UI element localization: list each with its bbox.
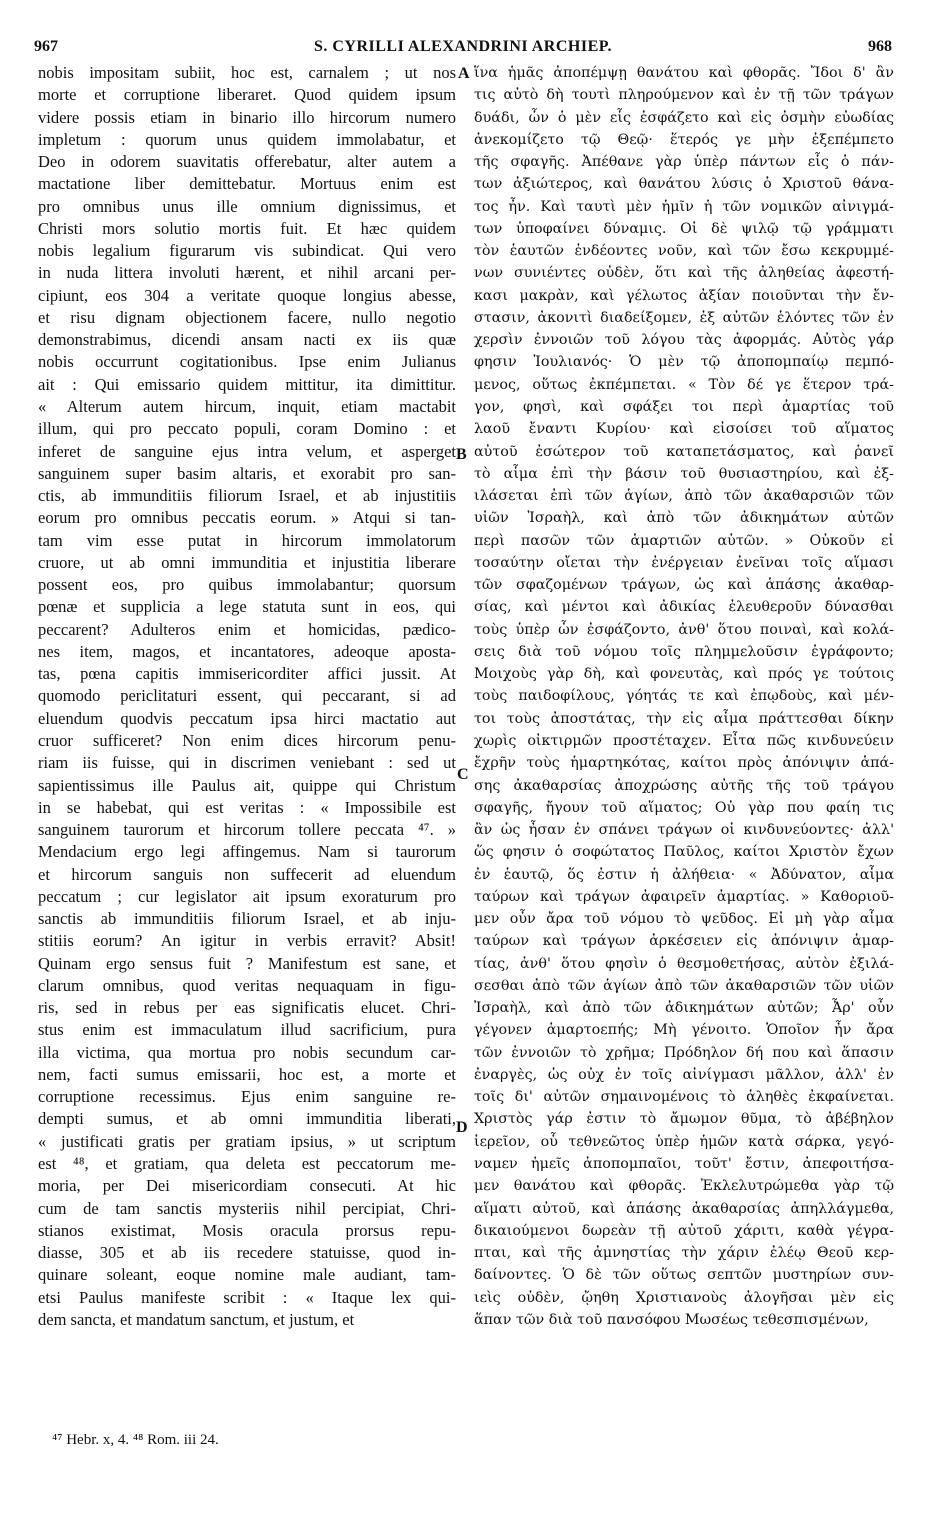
greek-text-line: τις αὐτὸ δὴ τουτὶ πληρούμενον καὶ ἐν τῇ τῶν τράγων (474, 87, 894, 104)
latin-text-line: videre possis etiam in binario illo hircorum numero (38, 107, 456, 127)
latin-text-line: sanctis ab immunditiis filiorum Israel, et ab inju- (38, 909, 456, 929)
greek-text-line: γον, φησὶ, καὶ σφάξει τοι περὶ ἁμαρτίας τοῦ (474, 398, 894, 415)
greek-text-line: πται, καὶ τῆς ἀμνηστίας τὴν χάριν ἐλέῳ Θεοῦ κερ- (474, 1245, 894, 1262)
latin-text-line: cruore, ut ab omni immunditia et injustitia liberare (38, 552, 456, 572)
greek-text-line: ἅπαν τῶν διὰ τοῦ πανσόφου Μωσέως τεθεσπισμένων, (474, 1311, 869, 1328)
greek-text-line: περὶ πασῶν τῶν ἁμαρτιῶν αὐτῶν. » Οὐκοῦν εἰ (474, 532, 894, 549)
latin-text-line: corruptione recessimus. Ejus enim sanguine re- (38, 1087, 456, 1107)
latin-text-line: Christi mors solutio mortis fuit. Et hæc quidem (38, 218, 456, 238)
greek-text-line: τοὺς ὑπὲρ ὧν ἐσφάζοντο, ἀνθ' ὅτου ποιναὶ, καὶ κολά- (474, 621, 894, 638)
greek-text-line: ἂν ὡς ἦσαν ἐν σπάνει τράγων οἱ κινδυνεύοντες· ἀλλ' (474, 822, 894, 839)
greek-text-line: τοῖς δι' αὐτῶν σημαινομένοις τὸ ἀληθὲς ἐκφαίνεται. (474, 1089, 894, 1106)
latin-text-line: dem sancta, et mandatum sanctum, et justum, et (38, 1309, 355, 1329)
greek-text-line: τὸ αἷμα ἐπὶ τὴν βάσιν τοῦ θυσιαστηρίου, καὶ ἐξ- (474, 465, 894, 482)
latin-text-line: in nuda littera involuti hærent, et nihil arcani per- (38, 263, 456, 283)
greek-text-line: γέγονεν ἁμαρτοεπής; Μὴ γένοιτο. Ὁποῖον ἦν ἄρα (474, 1022, 894, 1039)
greek-text-line: ναμεν ἡμεῖς ἀποπομπαῖοι, τοῦτ' ἔστιν, ἀπεφοιτήσα- (474, 1156, 894, 1173)
greek-text-line: τίας, ἀνθ' ὅτου φησὶν ὁ θεσμοθετήσας, αὐτὸν ἐξιλά- (474, 955, 894, 972)
latin-text-line: impletum : quorum unus quidem immolabatur, et (38, 129, 456, 149)
greek-text-line: χωρὶς οἰκτιρμῶν προστέταχεν. Εἶτα πῶς κινδυνεύειν (474, 732, 894, 749)
latin-text-line: ris, sed in rebus per eas significatis elucet. Chri- (38, 998, 456, 1018)
greek-text-line: τῶν ἐννοιῶν τὸ χρῆμα; Πρόδηλον δή που καὶ ἅπασιν (474, 1044, 894, 1061)
margin-marker-b: B (456, 446, 467, 463)
latin-text-line: ait : Qui emissario quidem mittitur, ita dimittitur. (38, 374, 456, 394)
latin-text-line: illum, qui pro peccato populi, coram Domino : et (38, 419, 456, 439)
greek-text-line: Ἰσραὴλ, καὶ ἀπὸ τῶν ἀδικημάτων αὐτῶν; Ἆρ' οὖν (474, 1000, 894, 1017)
latin-text-line: cum de tam sanctis mysteriis nihil percipiat, Chri- (38, 1198, 456, 1218)
greek-text-line: ἱερεῖον, οὗ τεθνεῶτος ὑπὲρ ἡμῶν κατὰ σάρκα, γεγό- (474, 1133, 894, 1150)
latin-text-line: clarum omnibus, quod veritas nequaquam in figu- (38, 975, 456, 995)
latin-text-line: pœnæ et supplicia a lege statuta sunt in eos, qui (38, 597, 456, 617)
latin-text-line: eluendum quodvis peccatum ipsa hirci mactatio aut (38, 708, 456, 728)
latin-text-line: est ⁴⁸, et gratiam, qua deleta est peccatorum me- (38, 1154, 456, 1174)
greek-text-line: δαίνοντες. Ὁ δὲ τῶν οὕτως σεπτῶν μυστηρίων συν- (474, 1267, 894, 1284)
greek-text-line: χερσὶν ἐννοιῶν τοῦ λόγου τὰς ἀφορμάς. Αὐτὸς γάρ (474, 332, 894, 349)
latin-text-line: nes item, magos, et incantatores, adeoque aposta- (38, 641, 456, 661)
greek-text-line: φησιν Ἰουλιανός· Ὁ μὲν τῷ ἀποπομπαίῳ πεμπό- (474, 354, 894, 371)
latin-text-line: quinare soleant, eoque nomine male audiant, tam- (38, 1265, 456, 1285)
margin-marker-a: A (458, 65, 470, 82)
greek-text-line: σίας, καὶ μέντοι καὶ ἀδικίας ἐλευθεροῦν δύνασθαι (474, 599, 894, 616)
latin-text-line: nobis impositam subiit, hoc est, carnalem ; ut nos (38, 63, 456, 82)
greek-text-line: λαοῦ ἔναντι Κυρίου· καὶ εἰσοίσει τοῦ αἵματος (474, 421, 894, 438)
greek-text-line: ιλάσεται ἐπὶ τῶν ἁγίων, ἀπὸ τῶν ἀκαθαρσιῶν τῶν (474, 488, 894, 505)
latin-text-line: stus enim est immaculatum illud sacrificium, pura (38, 1020, 456, 1040)
latin-text-line: illa victima, qua mortua pro nobis secundum car- (38, 1042, 456, 1062)
latin-text-line: peccatum ; cur legislator ait ipsum exoraturum pro (38, 886, 456, 906)
latin-text-line: et hircorum sanguis non suffecerit ad eluendum (38, 864, 456, 884)
greek-text-line: μεν οὖν ἄρα τοῦ νόμου τὸ ψεῦδος. Εἰ μὴ γὰρ αἷμα (474, 911, 894, 928)
greek-text-line: τὸν ἑαυτῶν ἐνδέοντες νοῦν, καὶ τῶν ἔσω κεκρυμμέ- (474, 243, 894, 260)
latin-text-line: sanguinem taurorum et hircorum tollere peccata ⁴⁷. » (38, 820, 456, 840)
greek-text-line: τοὺς παιδοφίλους, γόητάς τε καὶ ἐπῳδοὺς, καὶ μέν- (474, 688, 894, 705)
greek-text-line: Μοιχοὺς γὰρ δὴ, καὶ φονευτὰς, καὶ πρός γε τούτοις (474, 666, 894, 683)
latin-text-line: dempti sumus, et ab omni immunditia liberati, (38, 1109, 456, 1129)
greek-text-line: δυάδι, ὧν ὁ μὲν εἷς ἐσφάζετο καὶ εἰς ὀσμὴν εὐωδίας (474, 109, 894, 126)
greek-text-line: μεν θανάτου καὶ φθορᾶς. Ἐκλελυτρώμεθα γὰρ τῷ (474, 1178, 894, 1195)
greek-text-line: τοι τοὺς ἀποστάτας, τὴν εἰς αἷμα πράττεσθαι δίκην (474, 710, 894, 727)
greek-text-line: κασι μακρὰν, καὶ γέλωτος ἀξίαν ποιοῦνται τὴν ἔν- (474, 287, 894, 304)
latin-text-line: morte et corruptione liberaret. Quod quidem ipsum (38, 85, 456, 105)
greek-text-line: ἐναργὲς, ὡς οὐχ ἐν τοῖς αἰνίγμασι μᾶλλον, ἀλλ' ἐν (474, 1066, 894, 1083)
latin-text-line: diasse, 305 et ab iis recedere statuisse, quod in- (38, 1243, 456, 1263)
greek-column (474, 62, 894, 1331)
margin-marker-d: D (456, 1119, 468, 1136)
latin-text-line: riam iis fuisse, qui in discrimen veniebant : sed ut (38, 753, 456, 773)
latin-text-line: in se habebat, qui est veritas : « Impossibile est (38, 797, 456, 817)
margin-marker-c: C (457, 766, 469, 783)
latin-text-line: sapientissimus ille Paulus ait, quippe qui Christum (38, 775, 456, 795)
latin-text-line: possent eos, pro quibus immolabantur; quorsum (38, 575, 456, 595)
greek-text-line: ἐν ἑαυτῷ, ὅς ἐστιν ἡ ἀλήθεια· « Ἀδύνατον, αἷμα (474, 866, 894, 883)
greek-text-line: ιεὶς οὐδὲν, ᾤηθη Χριστιανοὺς ἀλογῆσαι μὲν εἰς (474, 1289, 894, 1306)
latin-text-line: demonstrabimus, dicendi ansam nacti ex iis quæ (38, 330, 456, 350)
latin-text-line: eorum pro omnibus peccatis eorum. » Atqui si tan- (38, 508, 456, 528)
latin-text-line: pro omnibus unus ille omnium dignissimus, et (38, 196, 456, 216)
latin-text-line: sanguinem super basim altaris, et exorabit pro san- (38, 463, 456, 483)
greek-text-line: ταύρων καὶ τράγων ἀφαιρεῖν ἁμαρτίας. » Καθοριοῦ- (474, 888, 894, 905)
greek-text-line: τῆς σφαγῆς. Ἀπέθανε γὰρ ὑπὲρ πάντων εἷς ὁ πάν- (474, 154, 894, 171)
latin-text-line: tam vim esse putat in hircorum immolatorum (38, 530, 456, 550)
greek-text-line: ἔχρῆν τοὺς ἡμαρτηκότας, καίτοι πρὸς ἀπόνιψιν ἁπά- (474, 755, 894, 772)
latin-text-line: etsi Paulus manifeste scribit : « Itaque lex qui- (38, 1287, 456, 1307)
greek-text-line: σφαγῆς, ἤγουν τοῦ αἵματος; Οὐ γὰρ που φαίη τις (474, 799, 894, 816)
latin-text-line: ctis, ab immunditiis filiorum Israel, et ab injustitiis (38, 486, 456, 506)
greek-text-line: αὐτοῦ ἐσώτερον τοῦ καταπετάσματος, καὶ ῥανεῖ (474, 443, 894, 460)
greek-text-line: ἀνεκομίζετο τῷ Θεῷ· ἕτερός γε μὴν ἐξεπέμπετο (474, 131, 894, 148)
latin-text-line: quomodo periclitaturi essent, qui peccarant, si ad (38, 686, 456, 706)
greek-text-line: τῶν σφαζομένων τράγων, ὡς καὶ ἁπάσης ἀκαθαρ- (474, 577, 894, 594)
latin-text-line: et risu dignam objectionem facere, nullo negotio (38, 307, 456, 327)
latin-text-line: stitiis eorum? An igitur in verbis erravit? Absit! (38, 931, 456, 951)
latin-column (38, 62, 456, 1331)
latin-text-line: « Alterum autem hircum, inquit, etiam mactabit (38, 396, 456, 416)
greek-text-line: στασιν, ἀκονιτὶ διαδείξομεν, ἐξ αὐτῶν ἑλόντες τῶν ἐν (474, 309, 894, 326)
greek-text-line: σεσθαι ἀπὸ τῶν ἁγίων ἀπὸ τῶν ἀκαθαρσιῶν τῶν υἱῶν (474, 977, 894, 994)
greek-text-line: των ὑποφαίνει δύναμις. Οἱ δὲ ψιλῷ τῷ γράμματι (474, 220, 894, 237)
latin-text-line: nobis occurrunt cogitationibus. Ipse enim Julianus (38, 352, 456, 372)
running-title: S. CYRILLI ALEXANDRINI ARCHIEP. (313, 38, 613, 55)
page-number-right: 968 (868, 38, 892, 55)
latin-text-line: nem, facti sumus emissarii, hoc est, a morte et (38, 1064, 456, 1084)
greek-text-line: δικαιούμενοι δωρεὰν τῇ αὐτοῦ χάριτι, καθὰ γέγρα- (474, 1222, 894, 1239)
latin-text-line: stianos existimat, Mosis oracula prorsus repu- (38, 1220, 456, 1240)
latin-text-line: Deo in odorem suavitatis offerebatur, alter autem a (38, 152, 456, 172)
latin-text-line: inferet de sanguine ejus intra velum, et asperget (38, 441, 456, 461)
latin-text-line: cipiunt, eos 304 a veritate quoque longius abesse, (38, 285, 456, 305)
greek-text-line: τοσαύτην οἴεται τὴν ἐνέργειαν ἐνεῖναι τοῖς αἵμασι (474, 554, 894, 571)
greek-text-line: τος ἦν. Καὶ ταυτὶ μὲν ἡμῖν ἡ τῶν νομικῶν αἰνιγμά- (474, 198, 894, 215)
latin-text-line: « justificati gratis per gratiam ipsius, » ut scriptum (38, 1131, 456, 1151)
greek-text-line: ταύρων καὶ τράγων ἀρκέσειεν εἰς ἀπόνιψιν ἁμαρ- (474, 933, 894, 950)
greek-text-line: των ἀξιώτερος, καὶ θανάτου λύσις ὁ Χριστοῦ θάνα- (474, 176, 894, 193)
latin-text-line: tas, pœna capitis immisericorditer affici jussit. At (38, 664, 456, 684)
latin-text-line: Quinam ergo sensus fuit ? Manifestum est sane, et (38, 953, 456, 973)
greek-text-line: υἱῶν Ἰσραὴλ, καὶ ἀπὸ τῶν ἀδικημάτων αὐτῶν (474, 510, 894, 527)
latin-text-line: peccarent? Adulteros enim et homicidas, pædico- (38, 619, 456, 639)
greek-text-line: σεις διὰ τοῦ νόμου τοῖς πλημμελοῦσιν ἐγράφοντο; (474, 643, 894, 660)
latin-text-line: Mendacium ergo legi affingemus. Nam si taurorum (38, 842, 456, 862)
page-number-left: 967 (34, 38, 58, 55)
greek-text-line: ἵνα ἡμᾶς ἀποπέμψῃ θανάτου καὶ φθορᾶς. Ἴδοι δ' ἂν (474, 65, 894, 81)
latin-text-line: mactatione liber demittebatur. Mortuus enim est (38, 174, 456, 194)
running-header (34, 38, 892, 60)
greek-text-line: σης ἀκαθαρσίας ἀποχρώσης αὐτῆς τῆς τοῦ τράγου (474, 777, 894, 794)
greek-text-line: ὥς φησιν ὁ σοφώτατος Παῦλος, καίτοι Χριστὸν ἔχων (474, 844, 894, 861)
greek-text-line: Χριστὸς γάρ ἐστιν τὸ ἄμωμον θῦμα, τὸ ἀβέβηλον (474, 1111, 894, 1128)
footnotes: ⁴⁷ Hebr. x, 4. ⁴⁸ Rom. iii 24. (52, 1432, 219, 1448)
latin-text-line: nobis legalium figurarum vis subindicat. Qui vero (38, 241, 456, 261)
latin-text-line: moria, per Dei misericordiam consecuti. At hic (38, 1176, 456, 1196)
latin-text-line: cruor sufficeret? Non enim dices hircorum penu- (38, 730, 456, 750)
greek-text-line: αἵματι αὐτοῦ, καὶ ἁπάσης ἀκαθαρσίας ἀπηλλάγμεθα, (474, 1200, 894, 1217)
greek-text-line: νων συνιέντες οὐδὲν, ὅτι καὶ τῆς ἀληθείας ἀφεστή- (474, 265, 894, 282)
greek-text-line: μενος, οὕτως ἐκπέμπεται. « Τὸν δέ γε ἕτερον τρά- (474, 376, 894, 393)
